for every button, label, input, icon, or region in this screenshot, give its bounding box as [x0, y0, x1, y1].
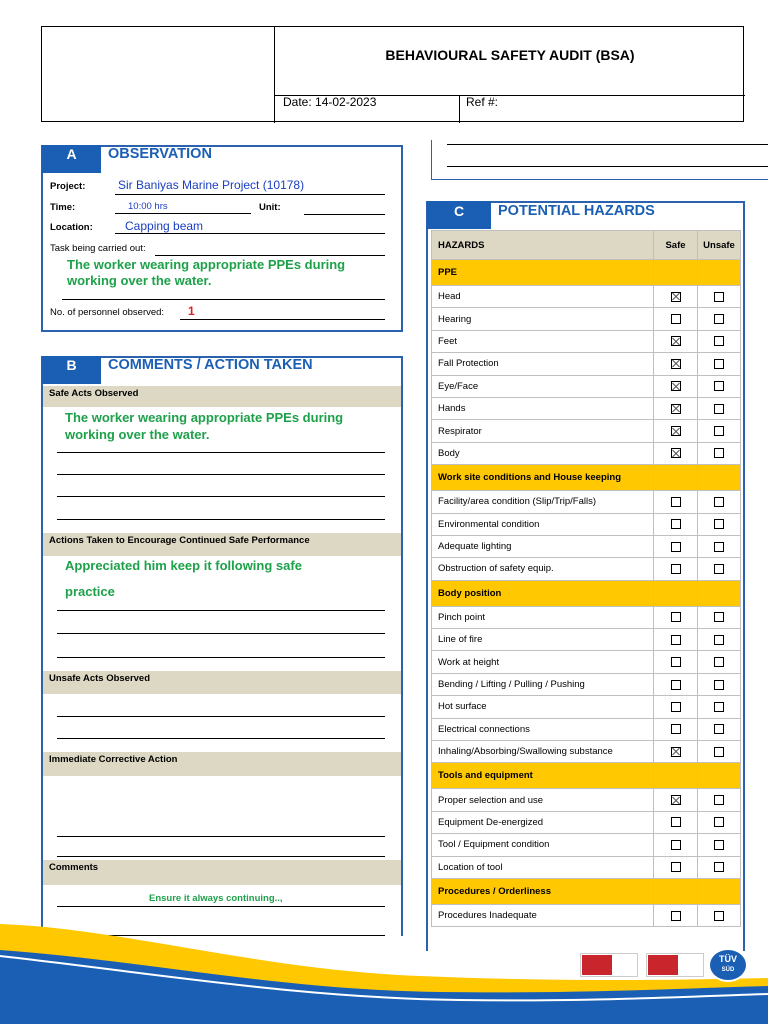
hazard-row: [432, 420, 741, 442]
comments-band: Comments: [43, 860, 401, 885]
unsafe-checkbox[interactable]: [714, 702, 724, 712]
safe-checkbox[interactable]: [671, 359, 681, 369]
unsafe-checkbox[interactable]: [714, 542, 724, 552]
hazard-category-row: [432, 763, 741, 789]
location-label: Location:: [50, 222, 93, 233]
hazard-label: Eye/Face: [432, 375, 654, 397]
hazard-row: [432, 811, 741, 833]
location-value: Capping beam: [125, 219, 204, 233]
hazard-label: Obstruction of safety equip.: [432, 558, 654, 580]
hazard-label: Adequate lighting: [432, 535, 654, 557]
unsafe-checkbox[interactable]: [714, 817, 724, 827]
col-safe: Safe: [654, 231, 698, 260]
safe-checkbox[interactable]: [671, 862, 681, 872]
hazard-row: [432, 442, 741, 464]
safe-checkbox[interactable]: [671, 680, 681, 690]
unsafe-checkbox[interactable]: [714, 448, 724, 458]
hazard-label: Hands: [432, 397, 654, 419]
unsafe-checkbox[interactable]: [714, 657, 724, 667]
hazard-row: [432, 535, 741, 557]
safe-checkbox[interactable]: [671, 336, 681, 346]
unsafe-acts-band: Unsafe Acts Observed: [43, 671, 401, 694]
hazard-label: Bending / Lifting / Pulling / Pushing: [432, 673, 654, 695]
actions-band: Actions Taken to Encourage Continued Safe Performance: [43, 533, 401, 556]
hazard-row: [432, 286, 741, 308]
unsafe-checkbox[interactable]: [714, 564, 724, 574]
hazard-row: [432, 741, 741, 763]
hazard-category-row: [432, 260, 741, 286]
safe-checkbox[interactable]: [671, 702, 681, 712]
safe-checkbox[interactable]: [671, 497, 681, 507]
unsafe-checkbox[interactable]: [714, 840, 724, 850]
task-label: Task being carried out:: [50, 243, 146, 254]
section-comments: [41, 356, 403, 936]
safe-checkbox[interactable]: [671, 381, 681, 391]
safe-acts-band: Safe Acts Observed: [43, 386, 401, 407]
safe-checkbox[interactable]: [671, 840, 681, 850]
section-c-tab: C: [427, 201, 491, 229]
hazard-row: [432, 673, 741, 695]
section-a-tab: A: [42, 145, 101, 173]
safe-checkbox[interactable]: [671, 817, 681, 827]
cert-logo-1: [580, 953, 638, 977]
corrective-band: Immediate Corrective Action: [43, 752, 401, 776]
hazard-row: [432, 513, 741, 535]
hazard-row: [432, 606, 741, 628]
hazard-label: Tool / Equipment condition: [432, 834, 654, 856]
hazard-label: Respirator: [432, 420, 654, 442]
hazard-row: [432, 856, 741, 878]
section-a-title: OBSERVATION: [108, 146, 212, 162]
hazard-label: Body: [432, 442, 654, 464]
cert-logo-2: [646, 953, 704, 977]
unsafe-checkbox[interactable]: [714, 680, 724, 690]
task-text-line1: The worker wearing appropriate PPEs during: [67, 257, 346, 272]
safe-checkbox[interactable]: [671, 724, 681, 734]
hazard-label: Pinch point: [432, 606, 654, 628]
safe-checkbox[interactable]: [671, 657, 681, 667]
unsafe-checkbox[interactable]: [714, 862, 724, 872]
document-title: BEHAVIOURAL SAFETY AUDIT (BSA): [385, 47, 635, 63]
unsafe-checkbox[interactable]: [714, 292, 724, 302]
unsafe-checkbox[interactable]: [714, 497, 724, 507]
hazard-label: Environmental condition: [432, 513, 654, 535]
safe-checkbox[interactable]: [671, 404, 681, 414]
safe-checkbox[interactable]: [671, 612, 681, 622]
time-value: 10:00 hrs: [128, 201, 168, 212]
unsafe-checkbox[interactable]: [714, 795, 724, 805]
safe-checkbox[interactable]: [671, 292, 681, 302]
safe-checkbox[interactable]: [671, 519, 681, 529]
hazard-label: Fall Protection: [432, 353, 654, 375]
safe-checkbox[interactable]: [671, 747, 681, 757]
hazard-category-row: [432, 465, 741, 491]
safe-checkbox[interactable]: [671, 795, 681, 805]
section-b-tab: B: [42, 356, 101, 384]
safe-checkbox[interactable]: [671, 448, 681, 458]
hazard-label: Location of tool: [432, 856, 654, 878]
section-observation: [41, 145, 403, 332]
actions-line2: practice: [65, 584, 115, 599]
hazard-row: [432, 718, 741, 740]
hazard-row: [432, 696, 741, 718]
hazard-label: Hearing: [432, 308, 654, 330]
date-field: Date: 14-02-2023: [283, 95, 377, 109]
unsafe-checkbox[interactable]: [714, 724, 724, 734]
unsafe-checkbox[interactable]: [714, 314, 724, 324]
hazard-label: Line of fire: [432, 629, 654, 651]
hazard-label: Procedures Inadequate: [432, 904, 654, 926]
task-text-line2: working over the water.: [67, 273, 212, 288]
hazard-label: Head: [432, 286, 654, 308]
hazard-category-label: Work site conditions and House keeping: [432, 465, 654, 491]
hazard-row: [432, 375, 741, 397]
ref-field: Ref #:: [466, 95, 499, 109]
hazard-row: [432, 651, 741, 673]
hazard-label: Proper selection and use: [432, 789, 654, 811]
personnel-label: No. of personnel observed:: [50, 307, 165, 318]
unsafe-checkbox[interactable]: [714, 404, 724, 414]
hazards-table: [431, 230, 741, 927]
unsafe-checkbox[interactable]: [714, 426, 724, 436]
personnel-value: 1: [188, 304, 195, 318]
section-c-title: POTENTIAL HAZARDS: [498, 203, 655, 219]
tuv-logo: TÜV SÜD: [708, 948, 748, 982]
hazard-label: Electrical connections: [432, 718, 654, 740]
hazard-row: [432, 353, 741, 375]
actions-line1: Appreciated him keep it following safe: [65, 558, 302, 573]
safe-checkbox[interactable]: [671, 635, 681, 645]
header-box: [41, 26, 744, 122]
hazard-row: [432, 834, 741, 856]
hazard-label: Facility/area condition (Slip/Trip/Falls): [432, 491, 654, 513]
section-b-title: COMMENTS / ACTION TAKEN: [108, 357, 313, 373]
hazard-category-label: Procedures / Orderliness: [432, 878, 654, 904]
project-label: Project:: [50, 181, 86, 192]
hazard-row: [432, 397, 741, 419]
unsafe-checkbox[interactable]: [714, 612, 724, 622]
hazard-row: [432, 308, 741, 330]
unsafe-checkbox[interactable]: [714, 635, 724, 645]
hazard-row: [432, 789, 741, 811]
hazard-category-label: Tools and equipment: [432, 763, 654, 789]
safe-checkbox[interactable]: [671, 314, 681, 324]
hazard-row: [432, 629, 741, 651]
unsafe-checkbox[interactable]: [714, 381, 724, 391]
hazard-row: [432, 491, 741, 513]
hazard-row: [432, 330, 741, 352]
hazard-row: [432, 558, 741, 580]
hazard-label: Feet: [432, 330, 654, 352]
time-label: Time:: [50, 202, 76, 213]
unsafe-checkbox[interactable]: [714, 519, 724, 529]
safe-checkbox[interactable]: [671, 542, 681, 552]
col-hazards: HAZARDS: [432, 231, 654, 260]
safe-acts-line1: The worker wearing appropriate PPEs during: [65, 410, 344, 425]
hazard-label: Inhaling/Absorbing/Swallowing substance: [432, 741, 654, 763]
safe-checkbox[interactable]: [671, 426, 681, 436]
col-unsafe: Unsafe: [698, 231, 741, 260]
hazard-category-row: [432, 580, 741, 606]
hazard-category-label: Body position: [432, 580, 654, 606]
unit-label: Unit:: [259, 202, 281, 213]
hazard-label: Equipment De-energized: [432, 811, 654, 833]
project-value: Sir Baniyas Marine Project (10178): [118, 178, 305, 192]
hazard-label: Hot surface: [432, 696, 654, 718]
safe-acts-line2: working over the water.: [65, 427, 210, 442]
top-right-box: [431, 140, 768, 180]
comments-value: Ensure it always continuing..,: [149, 893, 283, 904]
unsafe-checkbox[interactable]: [714, 747, 724, 757]
hazard-label: Work at height: [432, 651, 654, 673]
unsafe-checkbox[interactable]: [714, 336, 724, 346]
hazard-category-label: PPE: [432, 260, 654, 286]
safe-checkbox[interactable]: [671, 564, 681, 574]
unsafe-checkbox[interactable]: [714, 359, 724, 369]
